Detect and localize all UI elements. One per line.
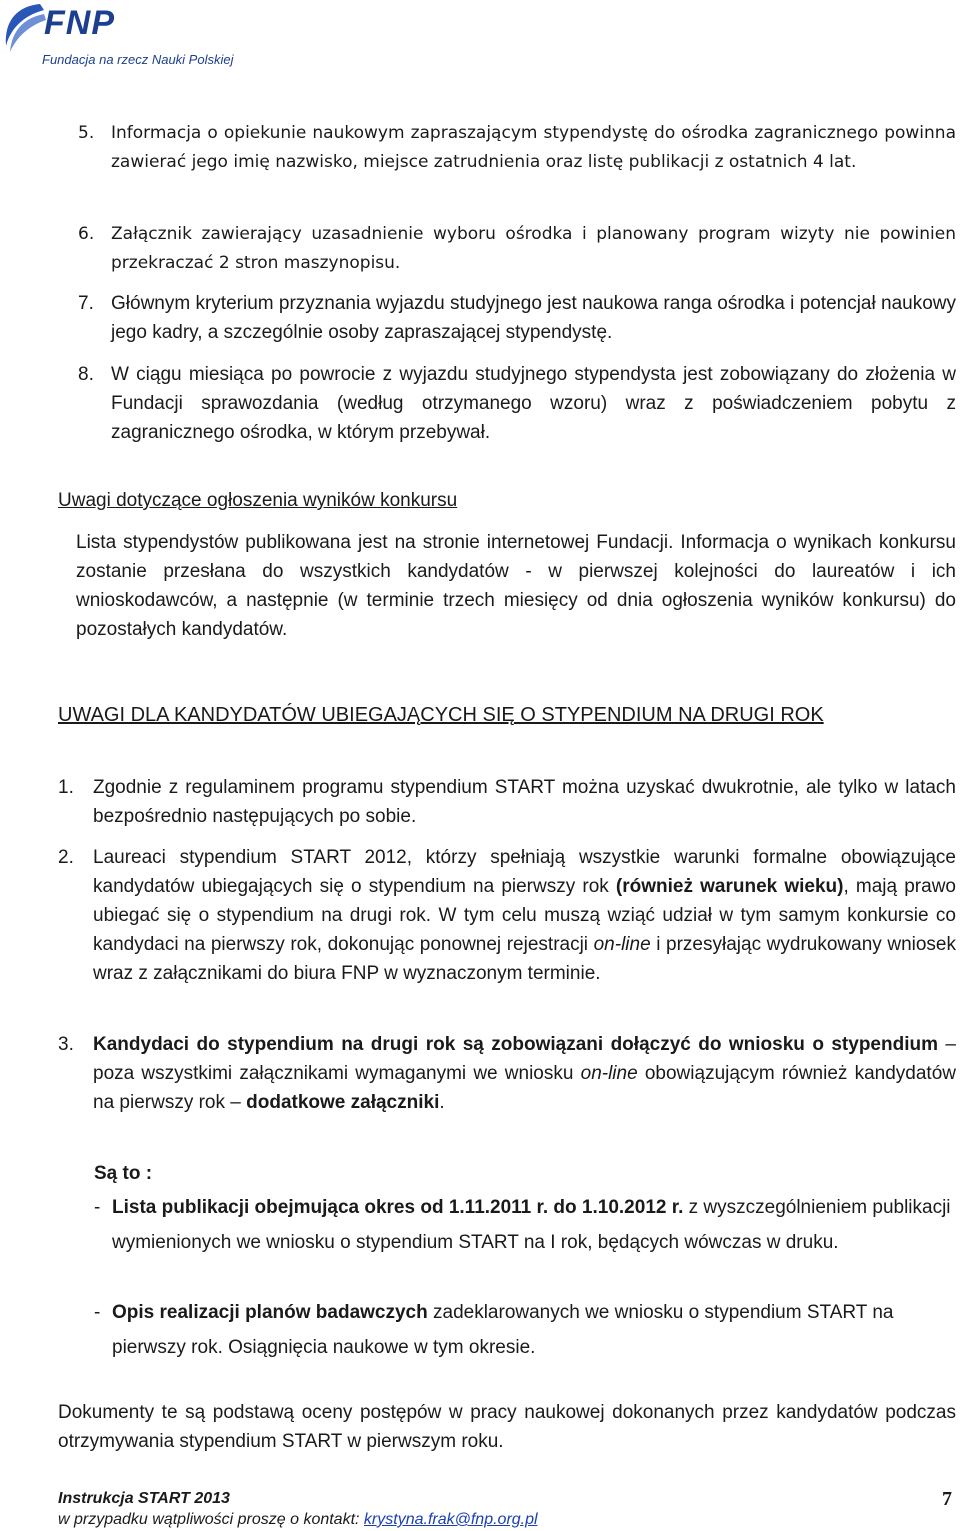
dash-item-research-plan	[94, 1295, 956, 1365]
list-number: 1.	[58, 777, 74, 798]
list-item-5	[78, 119, 956, 177]
list-number: 2.	[58, 847, 74, 868]
list-number: 7.	[78, 293, 94, 314]
dash-bullet: -	[94, 1302, 101, 1323]
list-text: Załącznik zawierający uzasadnienie wyboru ośrodka i planowany program wizyty nie powinien przekraczać 2 stron maszynopisu.	[111, 224, 956, 273]
logo-subtitle: Fundacja na rzecz Nauki Polskiej	[42, 52, 234, 67]
list-item-6	[78, 220, 956, 278]
list-text: Laureaci stypendium START 2012, którzy spełniają wszystkie warunki formalne obowiązujące kandydatów ubiegających się o stypendium na pierwszy rok (również warunek wieku), mają prawo ubiegać się o stypendium na drugi rok. W tym celu muszą wziąć udział w tym samym konkursie co kandydaci na pierwszy rok, dokonując ponownej rejestracji on-line i przesyłając wydrukowany wniosek wraz z załącznikami do biura FNP w wyznaczonym terminie.	[93, 847, 956, 984]
bold-phrase: Lista publikacji obejmująca okres od 1.11.2011 r. do 1.10.2012 r.	[112, 1197, 684, 1218]
italic-phrase: on-line	[593, 934, 651, 955]
list-text: Informacja o opiekunie naukowym zapraszającym stypendystę do ośrodka zagranicznego powinna zawierać jego imię nazwisko, miejsce zatrudnienia oraz listę publikacji z ostatnich 4 lat.	[111, 123, 956, 172]
second-year-item-2	[58, 843, 956, 988]
page-number: 7	[942, 1488, 952, 1510]
dash-text: Opis realizacji planów badawczych zadeklarowanych we wniosku o stypendium START na pierwszy rok. Osiągnięcia naukowe w tym okresie.	[112, 1302, 894, 1358]
list-number: 3.	[58, 1034, 74, 1055]
list-text: W ciągu miesiąca po powrocie z wyjazdu studyjnego stypendysta jest zobowiązany do złożenia w Fundacji sprawozdania (według otrzymanego wzoru) wraz z poświadczeniem pobytu z zagranicznego ośrodka, w którym przebywał.	[111, 364, 956, 443]
dash-bullet: -	[94, 1197, 101, 1218]
logo-brand: FNP	[44, 4, 115, 42]
list-item-7	[78, 289, 956, 347]
italic-phrase: on-line	[580, 1063, 638, 1084]
list-number: 8.	[78, 364, 94, 385]
bold-phrase: dodatkowe załączniki	[246, 1092, 440, 1113]
bold-phrase: Kandydaci do stypendium na drugi rok są zobowiązani dołączyć do wniosku o stypendium	[93, 1034, 938, 1055]
results-paragraph: Lista stypendystów publikowana jest na stronie internetowej Fundacji. Informacja o wynikach konkursu zostanie przesłana do wszystkich kandydatów - w pierwszej kolejności do laureatów i ich wnioskodawców, a następnie (w terminie trzech miesięcy od dnia ogłoszenia wyników konkursu) do pozostałych kandydatów.	[76, 532, 956, 640]
dash-item-publications	[94, 1190, 956, 1260]
section-heading-results: Uwagi dotyczące ogłoszenia wyników konkursu	[58, 490, 458, 511]
bold-phrase: (również warunek wieku)	[615, 876, 844, 897]
bold-phrase: Opis realizacji planów badawczych	[112, 1302, 428, 1323]
second-year-item-3	[58, 1030, 956, 1117]
sa-to-label: Są to :	[94, 1163, 153, 1184]
list-number: 6.	[78, 224, 95, 244]
logo-swoosh-icon	[0, 0, 48, 60]
footer-title: Instrukcja START 2013	[58, 1490, 230, 1507]
fnp-logo	[0, 0, 240, 72]
second-year-item-1	[58, 773, 956, 831]
section-heading-second-year: UWAGI DLA KANDYDATÓW UBIEGAJĄCYCH SIĘ O STYPENDIUM NA DRUGI ROK	[58, 704, 824, 726]
dash-text: Lista publikacji obejmująca okres od 1.11.2011 r. do 1.10.2012 r. z wyszczególnieniem publikacji wymienionych we wniosku o stypendium START na I rok, będących wówczas w druku.	[112, 1197, 951, 1253]
contact-email-link[interactable]: krystyna.frak@fnp.org.pl	[363, 1511, 538, 1528]
list-item-8	[78, 360, 956, 447]
list-number: 5.	[78, 123, 95, 143]
closing-paragraph: Dokumenty te są podstawą oceny postępów w pracy naukowej dokonanych przez kandydatów podczas otrzymywania stypendium START w pierwszym roku.	[58, 1402, 956, 1452]
list-text: Głównym kryterium przyznania wyjazdu studyjnego jest naukowa ranga ośrodka i potencjał naukowy jego kadry, a szczególnie osoby zapraszającej stypendystę.	[111, 293, 956, 343]
list-text: Zgodnie z regulaminem programu stypendium START można uzyskać dwukrotnie, ale tylko w latach bezpośrednio następujących po sobie.	[93, 777, 956, 827]
footer-contact: w przypadku wątpliwości proszę o kontakt: krystyna.frak@fnp.org.pl	[58, 1511, 538, 1528]
list-text: Kandydaci do stypendium na drugi rok są zobowiązani dołączyć do wniosku o stypendium – poza wszystkimi załącznikami wymaganymi we wniosku on-line obowiązującym również kandydatów na pierwszy rok – dodatkowe załączniki.	[93, 1034, 956, 1113]
